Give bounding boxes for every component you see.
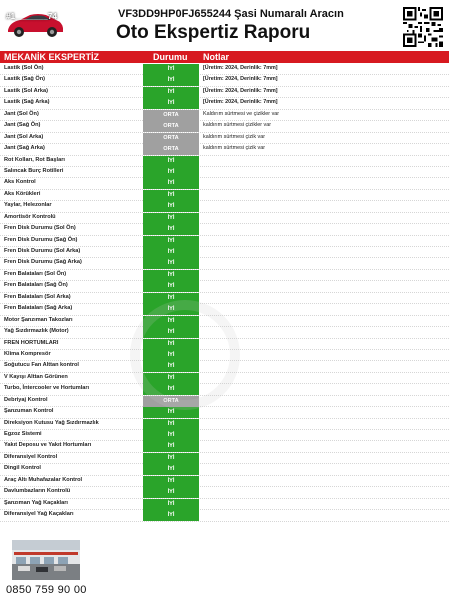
inspection-item-name: Klima Kompresör bbox=[4, 350, 51, 357]
status-badge: ORTA bbox=[143, 121, 199, 132]
table-row bbox=[0, 98, 449, 109]
table-row bbox=[0, 270, 449, 281]
table-row bbox=[0, 350, 449, 361]
table-row bbox=[0, 258, 449, 269]
status-badge: İYİ bbox=[143, 339, 199, 350]
table-row bbox=[0, 373, 449, 384]
table-row bbox=[0, 396, 449, 407]
inspection-item-name: Fren Disk Durumu (Sol Arka) bbox=[4, 248, 81, 254]
inspection-item-name: Fren Balataları (Sağ Arka) bbox=[4, 305, 73, 312]
inspection-item-name: Jant (Sağ Arka) bbox=[4, 145, 45, 152]
contact-phone: 0850 759 90 00 bbox=[6, 584, 87, 596]
inspection-item-name: Araç Altı Muhafazalar Kontrol bbox=[4, 476, 83, 483]
inspection-item-name: Direksiyon Kutusu Yağ Sızdırmazlık bbox=[4, 419, 99, 426]
inspection-note: Kaldırım sürtmesi ve çizikler var bbox=[203, 110, 280, 117]
inspection-item-name: Fren Balataları (Sağ Ön) bbox=[4, 282, 68, 289]
status-badge: İYİ bbox=[143, 476, 199, 487]
inspection-item-name: Fren Disk Durumu (Sol Ön) bbox=[4, 225, 76, 232]
inspection-note: kaldırım sürtmesi çizik var bbox=[203, 145, 266, 152]
col-notes-header: Notlar bbox=[203, 52, 230, 62]
status-badge: İYİ bbox=[143, 281, 199, 292]
status-badge: İYİ bbox=[143, 361, 199, 372]
table-row bbox=[0, 110, 449, 121]
status-badge: İYİ bbox=[143, 64, 199, 75]
inspection-item-name: Lastik (Sağ Arka) bbox=[4, 99, 50, 106]
inspection-item-name: V Kayışı Alttan Görünen bbox=[4, 373, 68, 380]
status-badge: İYİ bbox=[143, 98, 199, 109]
inspection-item-name: Diferansiyel Kontrol bbox=[4, 453, 58, 460]
table-row bbox=[0, 190, 449, 201]
branch-photo bbox=[12, 540, 80, 580]
qr-code-icon bbox=[403, 7, 443, 47]
table-row bbox=[0, 487, 449, 498]
status-badge: İYİ bbox=[143, 487, 199, 498]
inspection-item-name: Fren Disk Durumu (Sağ Ön) bbox=[4, 236, 78, 243]
inspection-item-name: Aks Kontrol bbox=[4, 179, 36, 186]
inspection-note: kaldırım sürtmesi çizik var bbox=[203, 133, 266, 140]
table-row bbox=[0, 64, 449, 75]
table-row bbox=[0, 499, 449, 510]
table-row bbox=[0, 236, 449, 247]
table-row bbox=[0, 121, 449, 132]
table-row bbox=[0, 316, 449, 327]
inspection-item-name: Salıncak Burç Rotilleri bbox=[4, 167, 64, 174]
page-title: Oto Ekspertiz Raporu bbox=[116, 22, 311, 43]
table-row bbox=[0, 407, 449, 418]
status-badge: İYİ bbox=[143, 430, 199, 441]
table-row bbox=[0, 464, 449, 475]
status-badge: İYİ bbox=[143, 156, 199, 167]
table-row bbox=[0, 144, 449, 155]
status-badge: İYİ bbox=[143, 270, 199, 281]
inspection-item-name: Amortisör Kontrolü bbox=[4, 213, 56, 220]
status-badge: İYİ bbox=[143, 201, 199, 212]
table-row bbox=[0, 224, 449, 235]
status-badge: İYİ bbox=[143, 167, 199, 178]
table-row bbox=[0, 167, 449, 178]
inspection-item-name: Şanzıman Yağ Kaçakları bbox=[4, 499, 68, 506]
status-badge: ORTA bbox=[143, 110, 199, 121]
status-badge: İYİ bbox=[143, 499, 199, 510]
status-badge: İYİ bbox=[143, 441, 199, 452]
table-row bbox=[0, 281, 449, 292]
status-badge: İYİ bbox=[143, 236, 199, 247]
status-badge: İYİ bbox=[143, 247, 199, 258]
table-row bbox=[0, 75, 449, 86]
inspection-item-name: Yaylar, Helezonlar bbox=[4, 202, 52, 209]
table-row bbox=[0, 293, 449, 304]
status-badge: İYİ bbox=[143, 327, 199, 338]
inspection-item-name: Fren Balataları (Sol Ön) bbox=[4, 270, 67, 277]
table-row bbox=[0, 156, 449, 167]
status-badge: İYİ bbox=[143, 304, 199, 315]
status-badge: İYİ bbox=[143, 316, 199, 327]
table-row bbox=[0, 419, 449, 430]
inspection-item-name: Lastik (Sol Ön) bbox=[4, 65, 44, 71]
status-badge: İYİ bbox=[143, 75, 199, 86]
status-badge: İYİ bbox=[143, 384, 199, 395]
vin-line: VF3DD9HP0FJ655244 Şasi Numaralı Aracın bbox=[118, 8, 344, 20]
inspection-note: [Üretim: 2024, Derinlik: 7mm] bbox=[203, 76, 278, 83]
inspection-item-name: Jant (Sol Arka) bbox=[4, 133, 44, 140]
col-section-header: MEKANİK EKSPERTİZ bbox=[4, 52, 100, 62]
table-row bbox=[0, 453, 449, 464]
col-status-header: Durumu bbox=[153, 52, 188, 62]
status-badge: İYİ bbox=[143, 224, 199, 235]
status-badge: İYİ bbox=[143, 453, 199, 464]
table-row bbox=[0, 178, 449, 189]
car-id-overlay: #1_______74 bbox=[6, 12, 58, 21]
inspection-note: [Üretim: 2024, Derinlik: 7mm] bbox=[203, 87, 278, 94]
inspection-item-name: Turbo, İntercooler ve Hortumları bbox=[4, 385, 90, 392]
table-row bbox=[0, 339, 449, 350]
status-badge: İYİ bbox=[143, 258, 199, 269]
table-row bbox=[0, 304, 449, 315]
inspection-item-name: Fren Balataları (Sol Arka) bbox=[4, 293, 71, 300]
table-row bbox=[0, 476, 449, 487]
table-row bbox=[0, 384, 449, 395]
inspection-item-name: Fren Disk Durumu (Sağ Arka) bbox=[4, 259, 82, 266]
inspection-item-name: Lastik (Sol Arka) bbox=[4, 87, 48, 94]
inspection-item-name: Soğutucu Fan Alttan kontrol bbox=[4, 362, 79, 369]
table-row bbox=[0, 441, 449, 452]
status-badge: ORTA bbox=[143, 396, 199, 407]
status-badge: İYİ bbox=[143, 373, 199, 384]
status-badge: İYİ bbox=[143, 87, 199, 98]
inspection-item-name: Yakıt Deposu ve Yakıt Hortumları bbox=[4, 442, 92, 449]
inspection-table bbox=[0, 64, 449, 522]
table-header bbox=[0, 51, 449, 63]
status-badge: İYİ bbox=[143, 350, 199, 361]
report-header bbox=[0, 0, 455, 50]
inspection-item-name: Lastik (Sağ Ön) bbox=[4, 76, 46, 83]
inspection-note: kaldırım sürtmesi çizikler var bbox=[203, 122, 271, 129]
table-row bbox=[0, 87, 449, 98]
inspection-item-name: Rot Kolları, Rot Başları bbox=[4, 156, 65, 163]
status-badge: İYİ bbox=[143, 293, 199, 304]
inspection-item-name: Jant (Sol Ön) bbox=[4, 110, 39, 117]
status-badge: İYİ bbox=[143, 464, 199, 475]
status-badge: İYİ bbox=[143, 510, 199, 521]
status-badge: İYİ bbox=[143, 178, 199, 189]
status-badge: ORTA bbox=[143, 144, 199, 155]
inspection-item-name: Diferansiyel Yağ Kaçakları bbox=[4, 511, 74, 518]
status-badge: İYİ bbox=[143, 213, 199, 224]
status-badge: İYİ bbox=[143, 190, 199, 201]
status-badge: ORTA bbox=[143, 133, 199, 144]
inspection-item-name: Debriyaj Kontrol bbox=[4, 396, 48, 403]
table-row bbox=[0, 510, 449, 521]
inspection-item-name: Şanzuman Kontrol bbox=[4, 408, 54, 415]
inspection-note: [Üretim: 2024, Derinlik: 7mm] bbox=[203, 99, 278, 106]
table-row bbox=[0, 201, 449, 212]
table-row bbox=[0, 430, 449, 441]
inspection-item-name: Yağ Sızdırmazlık (Motor) bbox=[4, 328, 69, 335]
inspection-item-name: Davlumbazların Kontrolü bbox=[4, 488, 71, 495]
table-row bbox=[0, 361, 449, 372]
table-row bbox=[0, 327, 449, 338]
table-row bbox=[0, 213, 449, 224]
status-badge: İYİ bbox=[143, 407, 199, 418]
inspection-note: [Üretim: 2024, Derinlik: 7mm] bbox=[203, 65, 278, 71]
table-row bbox=[0, 247, 449, 258]
table-row bbox=[0, 133, 449, 144]
status-badge: İYİ bbox=[143, 419, 199, 430]
inspection-item-name: Motor Şanzıman Takozları bbox=[4, 316, 73, 323]
inspection-item-name: Aks Körükleri bbox=[4, 190, 41, 197]
inspection-item-name: FREN HORTUMLARI bbox=[4, 339, 59, 346]
inspection-item-name: Jant (Sağ Ön) bbox=[4, 122, 41, 129]
inspection-item-name: Dingil Kontrol bbox=[4, 465, 41, 472]
inspection-item-name: Egzoz Sistemi bbox=[4, 431, 42, 437]
